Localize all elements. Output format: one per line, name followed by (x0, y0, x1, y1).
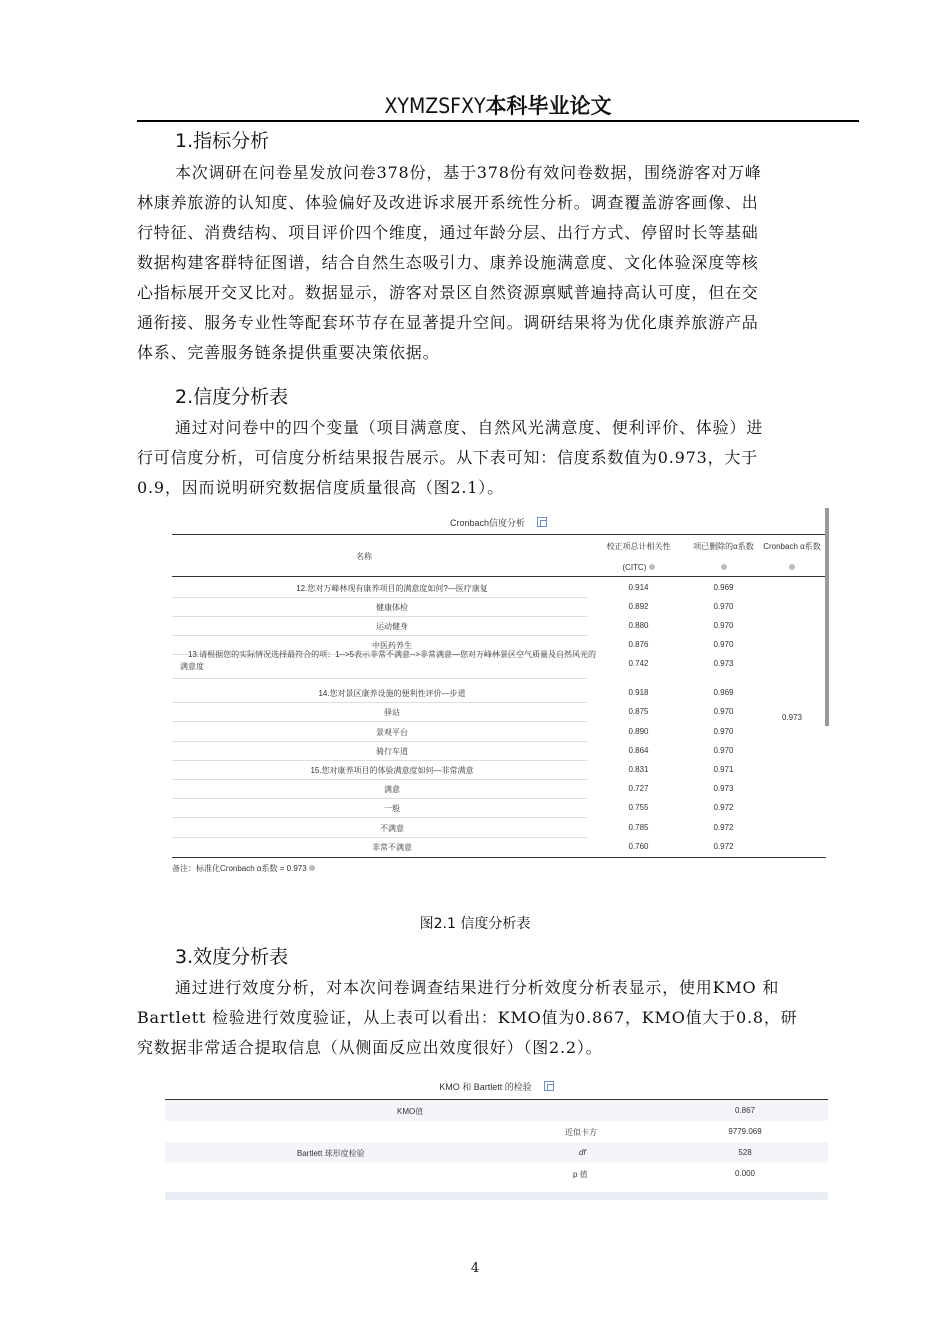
kmo-value: 0.867 (734, 1106, 756, 1115)
info-icon (789, 564, 795, 570)
kmo-table-title: KMO 和 Bartlett 的检验 (165, 1080, 828, 1093)
row-name: 中医药养生 (372, 641, 412, 650)
cronbach-note: 备注：标准化Cronbach α系数 = 0.973 (172, 863, 315, 874)
info-icon (649, 564, 655, 570)
row-deleted-alpha: 0.973 (713, 784, 734, 793)
section1-line-4: 心指标展开交叉比对。数据显示，游客对景区自然资源禀赋普遍持高认可度，但在交 (137, 283, 759, 302)
row-name: 13.请根据您的实际情况选择最符合的项：1-->5表示非常不满意-->非常满意—您对万峰林景区空气质量及自然风光的 (187, 650, 596, 659)
row-deleted-alpha: 0.973 (713, 659, 734, 668)
row-citc: 0.914 (628, 583, 649, 592)
row-citc: 0.875 (628, 707, 649, 716)
row-name: 骑行车道 (376, 747, 408, 756)
row-deleted-alpha: 0.970 (713, 727, 734, 736)
row-deleted-alpha: 0.972 (713, 803, 734, 812)
kmo-label: KMO值 (397, 1107, 424, 1116)
header-cjk: 本科毕业论文 (485, 94, 612, 118)
row-citc: 0.785 (628, 823, 649, 832)
row-citc: 0.876 (628, 640, 649, 649)
row-deleted-alpha: 0.970 (713, 640, 734, 649)
chi-value: 9779.069 (728, 1127, 762, 1136)
page-number: 4 (470, 1261, 480, 1276)
section1-line-0: 本次调研在问卷星发放问卷378份，基于378份有效问卷数据，围绕游客对万峰 (175, 163, 762, 182)
col-deleted-header: 项已删除的α系数 (693, 542, 754, 551)
header-latin: XYMZSFXY (384, 94, 486, 118)
section1-line-5: 通衔接、服务专业性等配套环节存在显著提升空间。调研结果将为优化康养旅游产品 (137, 313, 759, 332)
row-deleted-alpha: 0.972 (713, 823, 734, 832)
row-deleted-alpha: 0.971 (713, 765, 734, 774)
col-citc-header-2: (CITC) (591, 563, 686, 572)
p-value: 0.000 (734, 1169, 756, 1178)
section3-line-2: 究数据非常适合提取信息（从侧面反应出效度很好）（图2.2）。 (137, 1038, 603, 1057)
cronbach-alpha-value: 0.973 (781, 713, 803, 722)
section2-line-2: 0.9，因而说明研究数据信度质量很高（图2.1）。 (137, 478, 504, 497)
copy-icon[interactable] (544, 1081, 554, 1091)
row-name: 一般 (384, 804, 400, 813)
section1-paragraph (137, 158, 859, 368)
section3-heading: 3.效度分析表 (175, 946, 289, 968)
section1-line-2: 行特征、消费结构、项目评价四个维度，通过年龄分层、出行方式、停留时长等基础 (137, 223, 759, 242)
row-citc: 0.742 (628, 659, 649, 668)
chi-row (165, 1121, 828, 1142)
section3-line-1: Bartlett 检验进行效度验证，从上表可以看出：KMO值为0.867，KMO值大于0.8，研 (137, 1008, 798, 1027)
row-deleted-alpha: 0.970 (713, 621, 734, 630)
cronbach-table (166, 508, 831, 883)
section2-paragraph (137, 413, 859, 503)
kmo-table-bottom-bar (165, 1192, 828, 1200)
row-citc: 0.760 (628, 842, 649, 851)
chi-label: 近似卡方 (565, 1128, 597, 1137)
row-deleted-alpha: 0.969 (713, 688, 734, 697)
row-deleted-alpha: 0.970 (713, 707, 734, 716)
row-citc: 0.892 (628, 602, 649, 611)
col-alpha-info (756, 563, 828, 572)
section1-line-6: 体系、完善服务链条提供重要决策依据。 (137, 343, 440, 362)
info-icon (309, 865, 315, 871)
section2-line-0: 通过对问卷中的四个变量（项目满意度、自然风光满意度、便利评价、体验）进 (175, 418, 764, 437)
row-citc: 0.755 (628, 803, 649, 812)
col-alpha-header: Cronbach α系数 (763, 542, 821, 551)
row-deleted-alpha: 0.972 (713, 842, 734, 851)
section2-heading: 2.信度分析表 (175, 386, 289, 408)
info-icon (721, 564, 727, 570)
p-label: p 值 (573, 1170, 588, 1179)
copy-icon[interactable] (537, 517, 547, 527)
row-name: 12.您对万峰林现有康养项目的满意度如何?—医疗康复 (296, 584, 488, 593)
row-citc: 0.890 (628, 727, 649, 736)
section2-line-1: 行可信度分析，可信度分析结果报告展示。从下表可知：信度系数值为0.973，大于 (137, 448, 759, 467)
kmo-table (165, 1068, 828, 1204)
section3-line-0: 通过进行效度分析，对本次问卷调查结果进行分析效度分析表显示，使用KMO 和 (175, 978, 780, 997)
row-citc: 0.918 (628, 688, 649, 697)
kmo-row (165, 1100, 828, 1121)
section1-heading: 1.指标分析 (175, 130, 270, 152)
row-name: 健康体检 (376, 603, 408, 612)
row-deleted-alpha: 0.970 (713, 746, 734, 755)
row-citc: 0.880 (628, 621, 649, 630)
p-row (165, 1163, 828, 1184)
row-name: 驿站 (384, 708, 400, 717)
row-deleted-alpha: 0.970 (713, 602, 734, 611)
section1-line-1: 林康养旅游的认知度、体验偏好及改进诉求展开系统性分析。调查覆盖游客画像、出 (137, 193, 759, 212)
row-name: 景观平台 (376, 728, 408, 737)
row-name: 不满意 (380, 824, 404, 833)
table-scrollbar[interactable] (825, 508, 829, 726)
row-name: 满意 (384, 785, 400, 794)
row-name: 运动健身 (376, 622, 408, 631)
row-citc: 0.727 (628, 784, 649, 793)
row-name: 14.您对景区康养设施的便利性评价—步道 (318, 689, 466, 698)
row-name-continued: 满意度 (180, 662, 204, 671)
section3-paragraph (137, 973, 859, 1063)
row-citc: 0.831 (628, 765, 649, 774)
cronbach-table-title: Cronbach信度分析 (166, 516, 831, 529)
df-value: 528 (738, 1148, 752, 1157)
row-deleted-alpha: 0.969 (713, 583, 734, 592)
df-label: df (579, 1148, 586, 1157)
col-name-header: 名称 (356, 552, 372, 561)
section1-line-3: 数据构建客群特征图谱，结合自然生态吸引力、康养设施满意度、文化体验深度等核 (137, 253, 759, 272)
bartlett-label: Bartlett 球形度检验 (297, 1149, 365, 1158)
row-name: 非常不满意 (372, 843, 412, 852)
figure1-caption: 图2.1 信度分析表 (419, 916, 531, 932)
row-citc: 0.864 (628, 746, 649, 755)
page-header (137, 92, 859, 122)
df-row (165, 1142, 828, 1163)
col-citc-header-1: 校正项总计相关性 (606, 542, 671, 551)
row-name: 15.您对康养项目的体验满意度如何—非常满意 (310, 766, 474, 775)
